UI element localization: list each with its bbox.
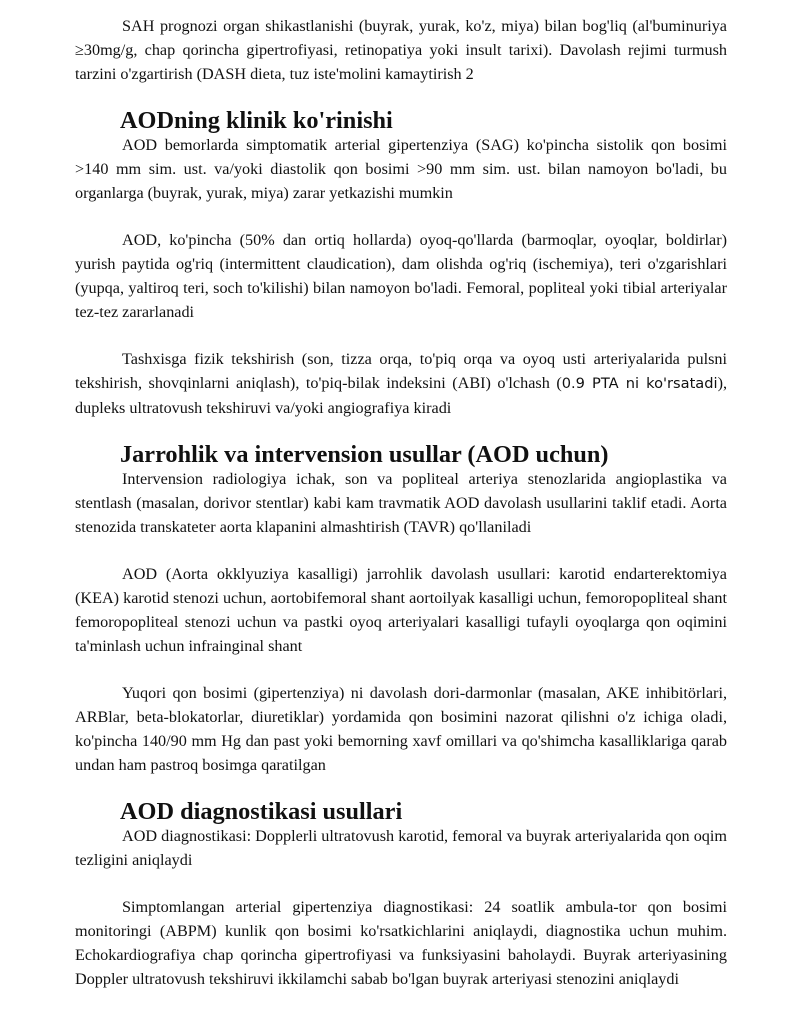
paragraph-diagnosis-exam-end: ), dupleks ultratovush tekshiruvi va/yoki angiografiya kiradi bbox=[75, 374, 727, 417]
heading-clinical-picture: AODning klinik ko'rinishi bbox=[120, 107, 393, 134]
paragraph-diagnosis-exam bbox=[75, 347, 727, 420]
paragraph-limb-symptoms: AOD, ko'pincha (50% dan ortiq hollarda) oyoq-qo'llarda (barmoqlar, oyoqlar, boldirlar) yurish paytida og'riq (intermittent claudication), dam olishda og'riq (ischemiya), teri o'zgarishlari (yupqa, yaltiroq teri, soch to'kilishi) bilan namoyon bo'ladi. Femoral, popliteal yoki tibial arteriyalar tez-tez zararlanadi bbox=[75, 231, 727, 321]
paragraph-diagnosis-exam-abi: 0.9 PTA ni ko'rsatadi bbox=[561, 375, 718, 392]
paragraph-prognosis: SAH prognozi organ shikastlanishi (buyrak, yurak, ko'z, miya) bilan bog'liq (al'buminuriya ≥30mg/g, chap qorincha gipertrofiyasi, retinopatiya yoki insult tarixi). Davolash rejimi turmush tarzini o'zgartirish (DASH dieta, tuz iste'molini kamaytirish 2 bbox=[75, 17, 727, 83]
paragraph-surgical-treatment: AOD (Aorta okklyuziya kasalligi) jarrohlik davolash usullari: karotid endarterektomiya (KEA) karotid stenozi uchun, aortobifemoral shant aortoilyak kasalligi uchun, femoropopliteal shant femoropopliteal stenozi uchun va pastki oyoq arteriyalari kasalligi tufayli oyoqlarga qon oqimini ta'minlash uchun infrainginal shant bbox=[75, 565, 727, 655]
heading-surgical-methods: Jarrohlik va intervension usullar (AOD uchun) bbox=[120, 441, 609, 468]
paragraph-abpm: Simptomlangan arterial gipertenziya diagnostikasi: 24 soatlik ambula-tor qon bosimi monitoringi (ABPM) kunlik qon bosimi ko'rsatkichlarini aniqlaydi, diagnostika uchun muhim. Echokardiografiya chap qorincha gipertrofiyasi va funksiyasini baholaydi. Buyrak arteriyasining Doppler ultratovush tekshiruvi ikkilamchi sabab bo'lgan buyrak arteriyasi stenozini aniqlaydi bbox=[75, 898, 727, 988]
paragraph-hypertension-treatment: Yuqori qon bosimi (gipertenziya) ni davolash dori-darmonlar (masalan, AKE inhibitörlari, ARBlar, beta-blokatorlar, diuretiklar) yordamida qon bosimini nazorat qilishni o'z ichiga oladi, ko'pincha 140/90 mm Hg dan past yoki bemorning xavf omillari va qo'shimcha kasalliklariga qarab undan ham pastroq bosimga qaratilgan bbox=[75, 684, 727, 774]
paragraph-sag-symptoms: AOD bemorlarda simptomatik arterial gipertenziya (SAG) ko'pincha sistolik qon bosimi >140 mm sim. ust. va/yoki diastolik qon bosimi >90 mm sim. ust. bilan namoyon bo'ladi, bu organlarga (buyrak, yurak, miya) zarar yetkazishi mumkin bbox=[75, 136, 727, 202]
paragraph-diagnosis-exam-start: Tashxisga fizik tekshirish (son, tizza orqa, to'piq orqa va oyoq usti arteriyalarida pulsni tekshirish, shovqinlarni aniqlash), to'piq-bilak indeksini (ABI) o'lchash ( bbox=[75, 350, 727, 392]
paragraph-interventional: Intervension radiologiya ichak, son va popliteal arteriya stenozlarida angioplastika va stentlash (masalan, dorivor stentlar) kabi kam travmatik AOD davolash usullarini taklif etadi. Aorta stenozida transkateter aorta klapanini almashtirish (TAVR) qo'llaniladi bbox=[75, 470, 727, 536]
paragraph-doppler: AOD diagnostikasi: Dopplerli ultratovush karotid, femoral va buyrak arteriyalarida qon oqim tezligini aniqlaydi bbox=[75, 827, 727, 869]
heading-diagnostic-methods: AOD diagnostikasi usullari bbox=[120, 798, 403, 825]
